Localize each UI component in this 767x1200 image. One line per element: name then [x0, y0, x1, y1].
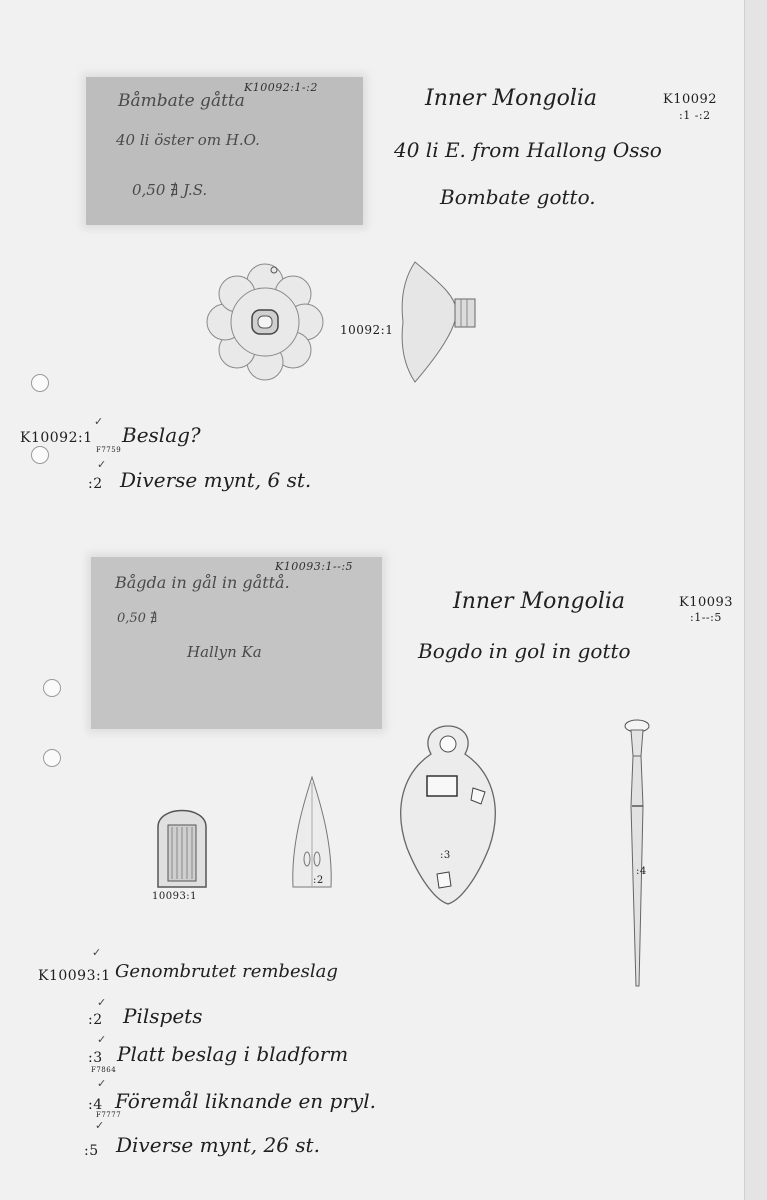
entry-number: K10093:1 — [38, 968, 111, 984]
catalog-number: K10092 — [663, 92, 718, 107]
check-mark: ✓ — [94, 415, 104, 428]
entry-number: :2 — [88, 476, 103, 492]
catalog-range: :1--:5 — [690, 611, 722, 624]
label-line: Hallyn Ka — [187, 643, 262, 661]
binder-hole — [31, 374, 49, 392]
entry-number: :3 — [88, 1050, 103, 1066]
binder-hole — [31, 446, 49, 464]
figure-label: :2 — [313, 875, 324, 886]
belt-fitting-drawing — [152, 797, 212, 892]
region-heading: Inner Mongolia — [453, 589, 626, 614]
locality-line: 40 li E. from Hallong Osso — [394, 138, 662, 162]
check-mark: ✓ — [92, 946, 102, 959]
entry-text: Föremål liknande en pryl. — [115, 1089, 376, 1113]
check-mark: ✓ — [97, 1077, 107, 1090]
page-edge — [744, 0, 767, 1200]
entry-text: Diverse mynt, 26 st. — [116, 1133, 320, 1157]
label-number: K10093:1--:5 — [275, 560, 354, 573]
label-line: 40 li öster om H.O. — [116, 131, 260, 149]
entry-sub-number: F7864 — [91, 1066, 117, 1074]
site-name: Bogdo in gol in gotto — [418, 639, 631, 663]
label-line: 0,50 ∄ J.S. — [132, 181, 208, 199]
entry-number: :4 — [88, 1097, 103, 1113]
collection-label-2 — [91, 557, 382, 729]
region-heading: Inner Mongolia — [425, 86, 598, 111]
arrowhead-drawing — [287, 775, 337, 895]
entry-text: Diverse mynt, 6 st. — [120, 468, 312, 492]
figure-label: :3 — [440, 850, 451, 861]
entry-sub-number: F7777 — [96, 1111, 122, 1119]
binder-hole — [43, 679, 61, 697]
figure-label: 10092:1 — [340, 323, 394, 337]
entry-text: Genombrutet rembeslag — [115, 961, 338, 982]
entry-number: :2 — [88, 1012, 103, 1028]
catalog-number: K10093 — [679, 595, 734, 610]
entry-number: K10092:1 — [20, 430, 93, 446]
label-line: Bågda in gål in gåttå. — [115, 573, 290, 592]
leaf-plaque-drawing — [393, 718, 503, 908]
rosette-side-drawing — [395, 257, 485, 387]
rosette-front-drawing — [205, 262, 325, 382]
site-name: Bombate gotto. — [440, 185, 596, 209]
check-mark: ✓ — [97, 458, 107, 471]
figure-label: :4 — [636, 866, 647, 877]
check-mark: ✓ — [97, 1033, 107, 1046]
label-line: Båmbate gåtta — [118, 91, 245, 111]
label-line: 0,50 ∄ — [117, 611, 158, 626]
figure-label: 10093:1 — [152, 891, 198, 902]
entry-sub-number: F7759 — [96, 446, 122, 454]
collection-label-1 — [86, 77, 363, 225]
awl-drawing — [619, 716, 655, 991]
label-number: K10092:1-:2 — [244, 81, 318, 94]
catalog-range: :1 -:2 — [679, 109, 711, 122]
entry-number: :5 — [84, 1143, 99, 1159]
entry-text: Platt beslag i bladform — [117, 1042, 349, 1066]
binder-hole — [43, 749, 61, 767]
check-mark: ✓ — [97, 996, 107, 1009]
check-mark: ✓ — [95, 1119, 105, 1132]
entry-text: Pilspets — [123, 1004, 203, 1028]
entry-text: Beslag? — [122, 423, 201, 447]
